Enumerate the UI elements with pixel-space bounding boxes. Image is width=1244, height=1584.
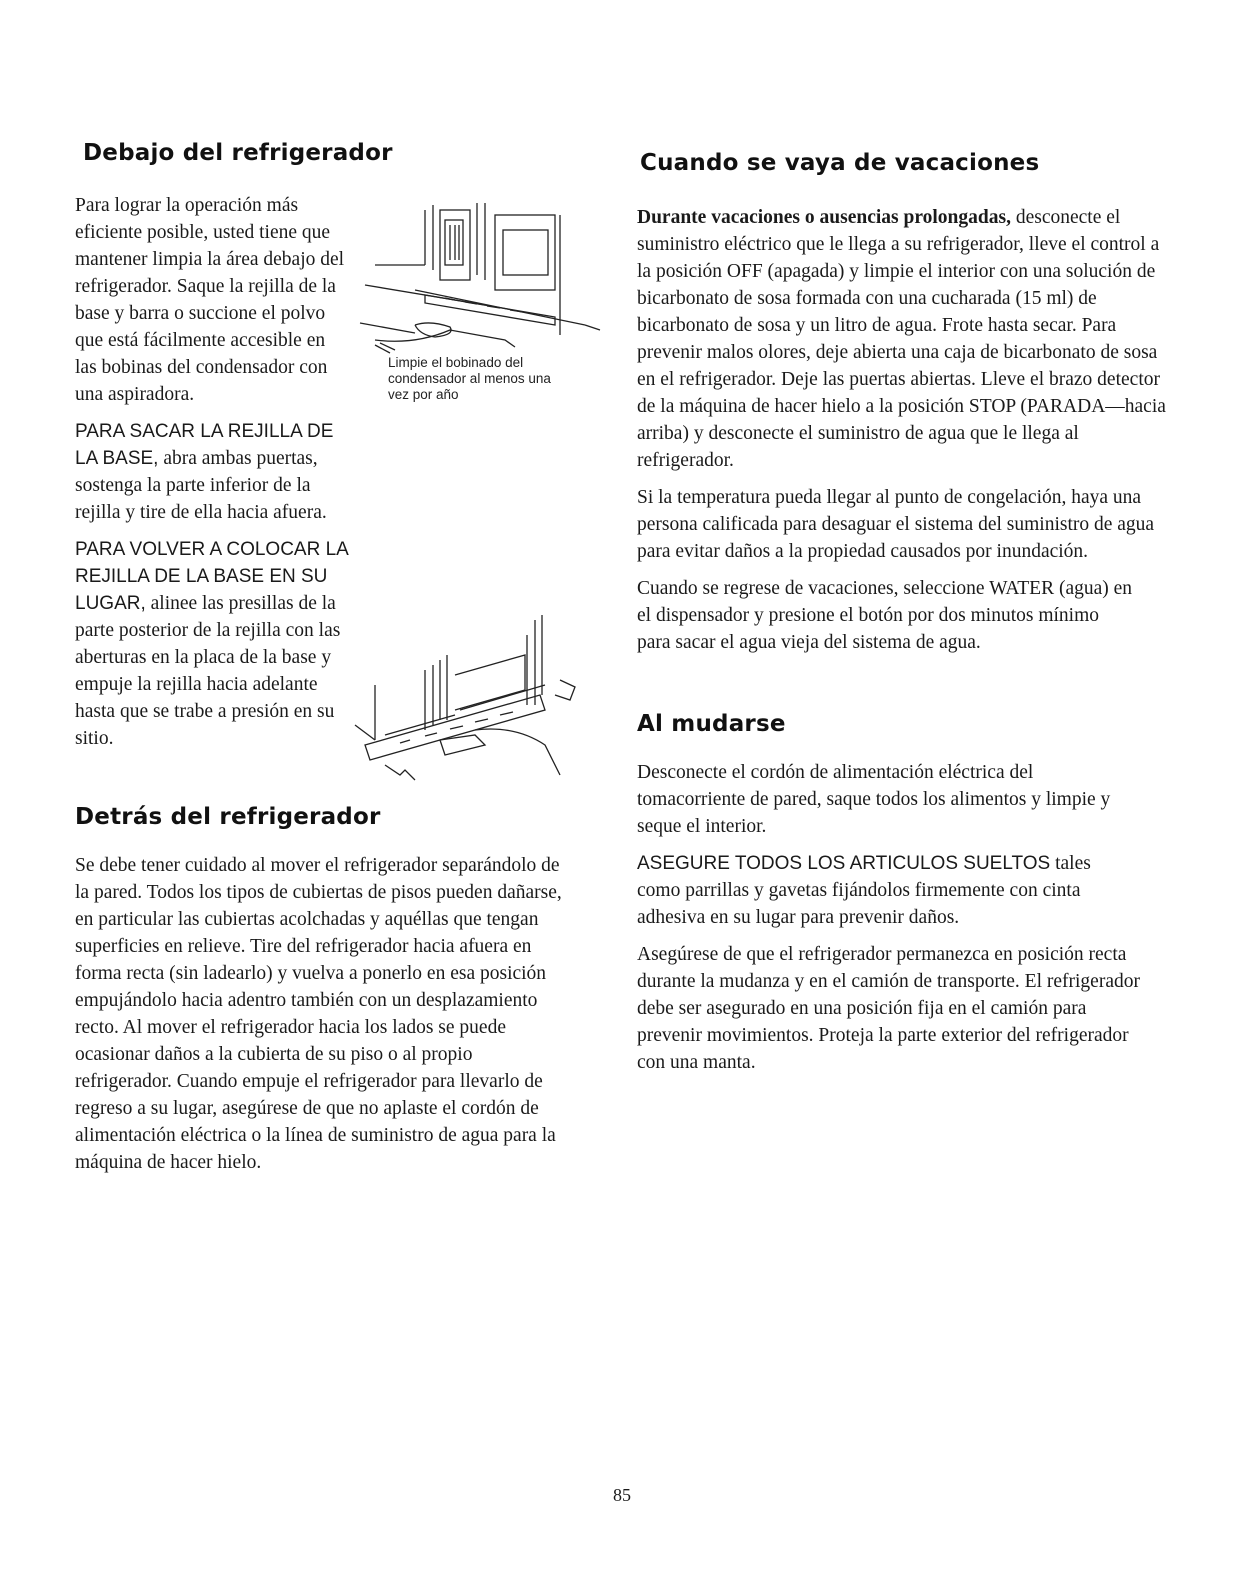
mudarse-paragraph-2: [637, 850, 1137, 931]
condenser-cleaning-figure: [355, 195, 605, 402]
debajo-paragraph: Para lograr la operación más eficiente posible, usted tiene que mantener limpia la área debajo del refrigerador. Saque la rejilla de la base y barra o succione el polvo que está fácilmente accesible en las bobinas del condensador con una aspiradora.: [75, 195, 345, 405]
vacaciones-paragraph-1: [637, 204, 1167, 474]
detras-paragraph: Se debe tener cuidado al mover el refrigerador separándolo de la pared. Todos los tipos de cubiertas de pisos pueden dañarse, en particular las cubiertas acolchadas y aquéllas que tengan superficies en relieve. Tire del refrigerador hacia afuera en forma recta (sin ladearlo) y vuelva a ponerlo en esa posición empujándolo hacia adentro también con un desplazamiento recto. Al mover el refrigerador hacia los lados se puede ocasionar daños a la cubierta de su piso o al propio refrigerador. Cuando empuje el refrigerador para llevarlo de regreso a su lugar, asegúrese de que no aplaste el cordón de alimentación eléctrica o la línea de suministro de agua para la máquina de hacer hielo.: [75, 855, 562, 1173]
mudarse-paragraph-1: Desconecte el cordón de alimentación eléctrica del tomacorriente de pared, saque todos los alimentos y limpie y seque el interior.: [637, 762, 1111, 837]
right-column: [637, 150, 1167, 1076]
base-grille-illustration: [345, 615, 585, 785]
sacar-rejilla-paragraph: [75, 418, 345, 526]
vacaciones-paragraph-3: Cuando se regrese de vacaciones, seleccione WATER (agua) en el dispensador y presione el botón por dos minutos mínimo para sacar el agua vieja del sistema de agua.: [637, 578, 1133, 653]
section-title-vacaciones: Cuando se vaya de vacaciones: [640, 150, 1040, 176]
mudarse-paragraph-3: Asegúrese de que el refrigerador permanezca en posición recta durante la mudanza y en el camión de transporte. El refrigerador debe ser asegurado en una posición fija en el camión para prevenir movimientos. Proteja la parte exterior del refrigerador con una manta.: [637, 944, 1140, 1073]
sacar-rejilla-lead: PARA SACAR LA REJILLA DE LA BASE,: [75, 421, 334, 469]
volver-colocar-paragraph: [75, 536, 360, 752]
section-title-detras: Detrás del refrigerador: [75, 804, 381, 830]
volver-colocar-lead: PARA VOLVER A COLOCAR LA REJILLA DE LA BASE EN SU LUGAR,: [75, 539, 348, 614]
section-title-mudarse: Al mudarse: [637, 711, 786, 737]
base-grille-figure: [345, 615, 585, 785]
page-number: 85: [613, 1485, 631, 1505]
vacaciones-body: desconecte el suministro eléctrico que le llega a su refrigerador, lleve el control a la posición OFF (apagada) y limpie el interior con una solución de bicarbonato de sosa formada con una cucharada (15 ml) de bicarbonato de sosa y un litro de agua. Frote hasta secar. Para prevenir malos olores, deje abierta una caja de bicarbonato de sosa en el refrigerador. Deje las puertas abiertas. Lleve el brazo detector de la máquina de hacer hielo a la posición STOP (PARADA—hacia arriba) y desconecte el suministro de agua que le llega al refrigerador.: [637, 207, 1166, 471]
volver-colocar-body: alinee las presillas de la parte posterior de la rejilla con las aberturas en la placa de la base y empuje la rejilla hacia adelante hasta que se trabe a presión en su sitio.: [75, 593, 341, 749]
section-title-debajo: Debajo del refrigerador: [83, 140, 393, 166]
sacar-rejilla-body: abra ambas puertas, sostenga la parte inferior de la rejilla y tire de ella hacia afuera.: [75, 448, 327, 523]
mudarse-lead: ASEGURE TODOS LOS ARTICULOS SUELTOS: [637, 853, 1051, 874]
mudarse-body: tales como parrillas y gavetas fijándolos firmemente con cinta adhesiva en su lugar para prevenir daños.: [637, 853, 1091, 928]
vacaciones-lead: Durante vacaciones o ausencias prolongadas,: [637, 207, 1011, 228]
vacaciones-paragraph-2: Si la temperatura pueda llegar al punto de congelación, haya una persona calificada para desaguar el sistema del suministro de agua para evitar daños a la propiedad causados por inundación.: [637, 487, 1155, 562]
condenser-cleaning-illustration: [355, 195, 605, 355]
condenser-figure-caption: Limpie el bobinado del condensador al menos una vez por año: [388, 355, 551, 402]
